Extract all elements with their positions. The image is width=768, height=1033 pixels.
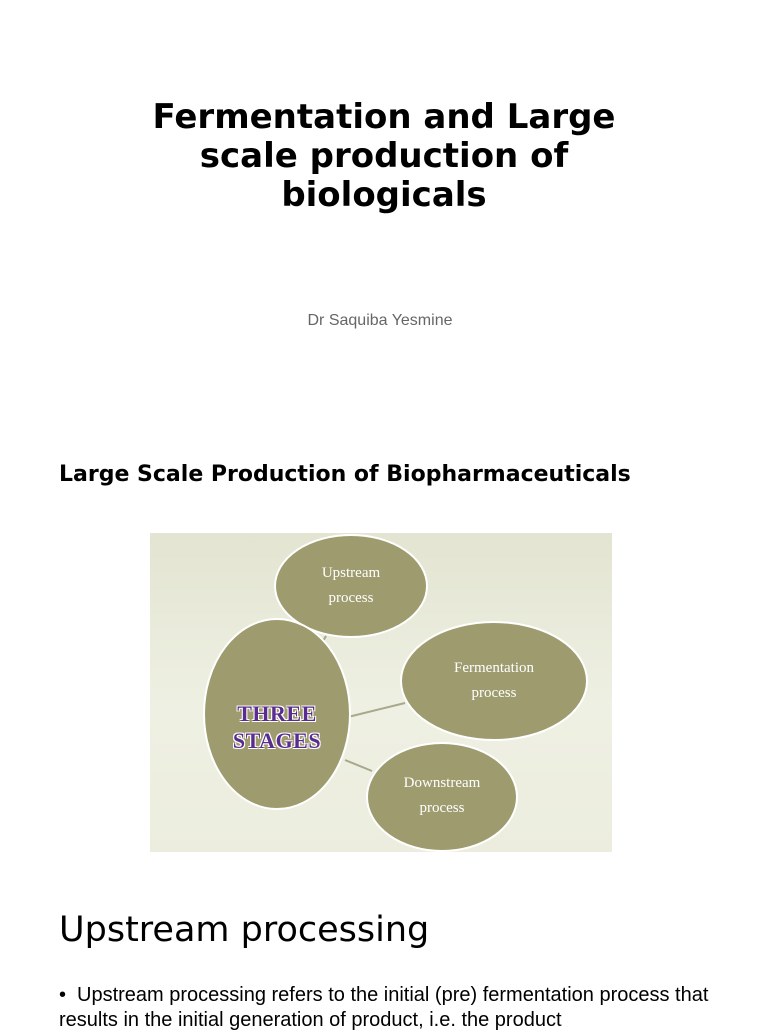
upstream-label-line: Upstream [321, 565, 381, 581]
slide-title [84, 98, 684, 215]
fermentation-label-line: Fermentation [454, 660, 534, 676]
bullet-item [59, 983, 719, 1033]
slide-title-line: biologicals [281, 175, 487, 215]
slide-title-line: scale production of [199, 136, 569, 176]
upstream-label [275, 561, 427, 611]
connector-fermentation [348, 703, 405, 717]
bullet-text: Upstream processing refers to the initial (pre) fermentation process that results in the initial generation of product, i.e. the product [59, 984, 709, 1031]
slide-title-line: Fermentation and Large [152, 97, 616, 137]
fermentation-label-line: process [471, 685, 517, 701]
downstream-label [367, 771, 517, 821]
connector-downstream [345, 760, 372, 771]
upstream-label-line: process [328, 590, 374, 606]
center-label-line: THREE [237, 701, 317, 726]
section-title: Large Scale Production of Biopharmaceuticals [59, 462, 631, 487]
center-label-line: STAGES [232, 728, 322, 753]
upstream-processing-heading: Upstream processing [59, 910, 430, 950]
downstream-label-line: Downstream [403, 775, 481, 791]
fermentation-label [401, 656, 587, 706]
downstream-label-line: process [419, 800, 465, 816]
center-label [206, 700, 348, 754]
bullet-marker: • [59, 984, 67, 1006]
author-name: Dr Saquiba Yesmine [307, 312, 453, 329]
